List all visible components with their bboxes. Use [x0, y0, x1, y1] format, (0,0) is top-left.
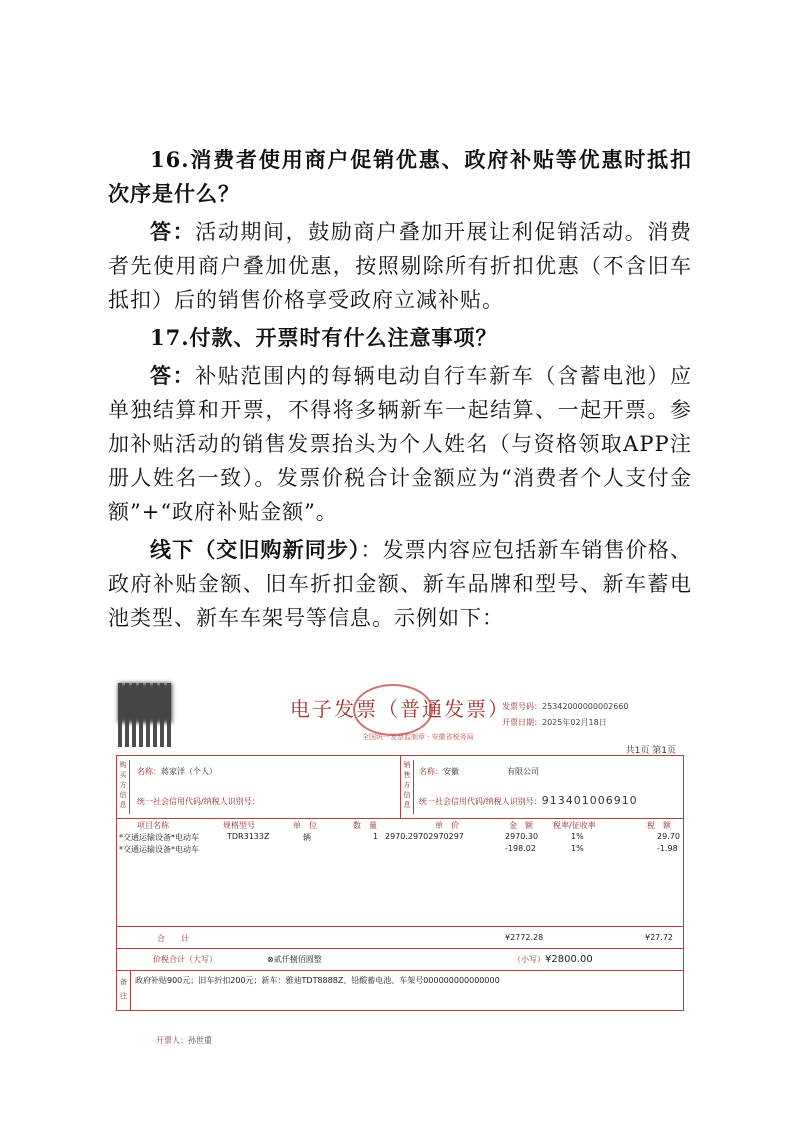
invoice-number — [502, 701, 629, 712]
item-name: *交通运输设备*电动车 — [119, 845, 199, 854]
item-tax: -1.98 — [657, 844, 678, 853]
name-label: 名称： — [419, 767, 443, 776]
item-amount: 2970.30 — [505, 832, 539, 841]
total-label: 合 计 — [157, 934, 189, 943]
total-amount: ¥2772.28 — [505, 933, 544, 942]
seller-taxid — [419, 794, 638, 807]
page-count: 共1页 第1页 — [625, 746, 676, 756]
header-qty: 数 量 — [353, 821, 377, 830]
seal-text: 全国统一发票监制章 · 安徽省税务局 — [362, 733, 474, 741]
total-tax: ¥27.72 — [645, 933, 673, 942]
grand-total-row — [117, 948, 683, 971]
item-tax: 29.70 — [657, 832, 680, 841]
header-unit: 单 位 — [293, 821, 317, 830]
question-16-title: 16.消费者使用商户促销优惠、政府补贴等优惠时抵扣次序是什么？ — [108, 147, 692, 206]
seller-name-value: 安徽 有限公司 — [443, 767, 539, 776]
item-qty: 1 — [373, 832, 379, 841]
header-price: 单 价 — [435, 821, 459, 830]
item-amount: -198.02 — [505, 844, 536, 853]
seller-taxid-value: 913401006910 — [541, 794, 638, 807]
document-body — [108, 143, 692, 639]
buyer-side-label: 购买方信息 — [117, 760, 130, 814]
offline-paragraph — [108, 533, 692, 635]
issuer-value: 孙世重 — [188, 1036, 212, 1045]
answer-16-text: 活动期间，鼓励商户叠加开展让利促销活动。消费者先使用商户叠加优惠，按照剔除所有折扣优惠（不含旧车抵扣）后的销售价格享受政府立减补贴。 — [108, 220, 692, 312]
question-17-title: 17.付款、开票时有什么注意事项？ — [150, 325, 498, 350]
answer-17 — [108, 359, 692, 529]
header-rate: 税率/征收率 — [553, 821, 596, 830]
seller-name — [419, 766, 539, 777]
remarks-text: 政府补贴900元；旧车折扣200元；新车：雅迪TDT8888Z、铅酸蓄电池、车架号000000000000000 — [135, 976, 500, 985]
answer-16 — [108, 215, 692, 317]
grand-words: ⊗贰仟捌佰圆整 — [267, 955, 322, 964]
header-tax: 税 额 — [647, 821, 671, 830]
item-name: *交通运输设备*电动车 — [119, 833, 199, 842]
remarks-row — [117, 970, 683, 1011]
header-amount: 金 额 — [509, 821, 533, 830]
name-label: 名称： — [137, 767, 161, 776]
item-rate: 1% — [571, 832, 584, 841]
invoice-example — [110, 677, 684, 1047]
item-spec: TDR3133Z — [227, 832, 270, 841]
offline-label: 线下（交旧购新同步） — [150, 537, 361, 562]
answer-label: 答： — [150, 363, 196, 388]
offline-text: ：发票内容应包括新车销售价格、政府补贴金额、旧车折扣金额、新车品牌和型号、新车蓄电池类型、新车车架号等信息。示例如下： — [108, 538, 693, 630]
item-price: 2970.29702970297 — [385, 832, 464, 841]
buyer-name — [137, 766, 217, 777]
remarks-label: 备注 — [117, 971, 131, 1011]
invoice-frame — [116, 755, 684, 1011]
issuer-label: 开票人： — [156, 1036, 188, 1045]
item-unit: 辆 — [303, 833, 311, 842]
grand-small: ¥2800.00 — [545, 954, 593, 965]
item-rate: 1% — [571, 844, 584, 853]
grand-small-label: （小写） — [513, 955, 545, 964]
buyer-taxid: 统一社会信用代码/纳税人识别号： — [137, 797, 260, 806]
invoice-title: 电子发票（普通发票） — [290, 697, 510, 721]
buyer-name-value: 蒋家洋（个人） — [161, 767, 217, 776]
invoice-date — [502, 717, 607, 728]
answer-label: 答： — [150, 219, 196, 244]
grand-label: 价税合计（大写） — [153, 955, 217, 964]
total-row — [117, 926, 683, 949]
redacted-block — [118, 683, 172, 723]
header-spec: 规格型号 — [223, 821, 255, 830]
taxid-label: 统一社会信用代码/纳税人识别号： — [419, 797, 542, 806]
party-row — [117, 756, 683, 819]
seller-side-label: 销售方信息 — [401, 760, 414, 814]
answer-17-text: 补贴范围内的每辆电动自行车新车（含蓄电池）应单独结算和开票，不得将多辆新车一起结算、一起开票。参加补贴活动的销售发票抬头为个人姓名（与资格领取APP注册人姓名一致）。发票价税合计金额应为“消费者个人支付金额”+“政府补贴金额”。 — [108, 364, 692, 524]
issuer — [156, 1035, 212, 1046]
invoice-no-value: 25342000000002660 — [542, 702, 629, 711]
invoice-no-label: 发票号码： — [502, 702, 542, 711]
header-item: 项目名称 — [137, 821, 169, 830]
date-label: 开票日期： — [502, 718, 542, 727]
date-value: 2025年02月18日 — [542, 718, 607, 727]
